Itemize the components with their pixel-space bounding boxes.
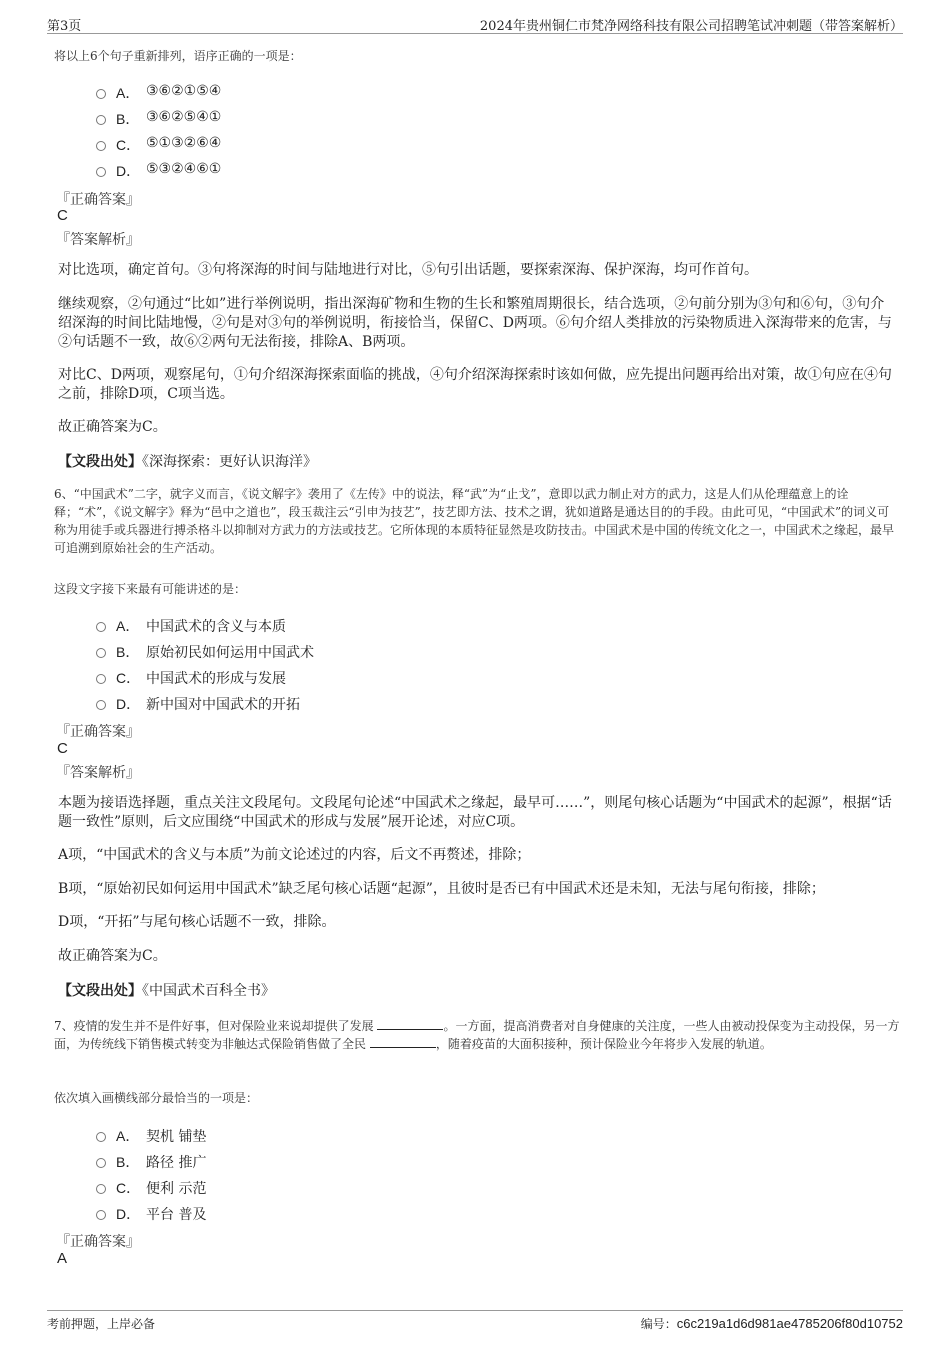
q6-analysis-p1: 本题为接语选择题，重点关注文段尾句。文段尾句论述“中国武术之缘起，最早可……”，则尾句核心话题为“中国武术的起源”，根据“话题一致性”原则，后文应围绕“中国武术的形成与发展”展开论述，对应C项。 [58,795,892,830]
source-label: 【文段出处】 [58,454,142,470]
q7-answer-label: 『正确答案』 [56,1234,140,1250]
radio-button[interactable] [96,141,106,151]
q5-analysis-label: 『答案解析』 [56,232,140,248]
fill-blank-1 [377,1017,443,1030]
source-title: 《深海探索：更好认识海洋》 [142,454,317,470]
radio-button[interactable] [96,622,106,632]
q6-answer-label: 『正确答案』 [56,724,140,740]
q7-answer: A [57,1250,68,1267]
passage-text-3: ，随着疫苗的大面积接种，预计保险业今年将步入发展的轨道。 [435,1037,772,1051]
radio-button[interactable] [96,674,106,684]
q6-analysis-p2: A项，“中国武术的含义与本质”为前文论述过的内容，后文不再赘述，排除； [58,847,531,863]
footer-slogan: 考前押题，上岸必备 [47,1317,156,1331]
q6-passage [54,485,900,557]
question-number: 7、 [54,1019,74,1033]
q7-passage [54,1017,900,1053]
page-number: 第3页 [47,19,82,34]
radio-button[interactable] [96,89,106,99]
q6-analysis-p4: D项，“开拓”与尾句核心话题不一致，排除。 [58,914,336,930]
q5-analysis-p1: 对比选项，确定首句。③句将深海的时间与陆地进行对比，⑤句引出话题，要探索深海、保护深海，均可作首句。 [58,262,758,278]
page-footer [47,1310,903,1336]
radio-button[interactable] [96,700,106,710]
code-value: c6c219a1d6d981ae4785206f80d10752 [676,1316,903,1331]
source-label: 【文段出处】 [58,983,142,999]
q6-prompt: 这段文字接下来最有可能讲述的是： [54,582,247,596]
q6-source [58,980,275,1000]
radio-button[interactable] [96,1132,106,1142]
q7-prompt: 依次填入画横线部分最恰当的一项是： [54,1091,259,1105]
q5-source [58,451,317,471]
code-label: 编号： [640,1317,677,1331]
q6-analysis-label: 『答案解析』 [56,765,140,781]
q5-analysis-p4: 故正确答案为C。 [58,419,167,435]
q5-analysis-p3: 对比C、D两项，观察尾句，①句介绍深海探索面临的挑战，④句介绍深海探索时该如何做，应先提出问题再给出对策，故①句应在④句之前，排除D项，C项当选。 [58,367,892,402]
radio-button[interactable] [96,115,106,125]
document-code [641,1315,903,1332]
page-header [47,14,903,34]
radio-button[interactable] [96,1184,106,1194]
passage-text-1: 疫情的发生并不是件好事，但对保险业来说却提供了发展 [73,1019,374,1033]
document-title: 2024年贵州铜仁市梵净网络科技有限公司招聘笔试冲刺题（带答案解析） [479,19,903,34]
radio-button[interactable] [96,1158,106,1168]
passage-text-2: 。一方面，提高消费者对自身健康的关注度，一些人由被动投保变为主动投保，另一方面，为传统线下销售模式转变为非触达式保险销售做了全民 [54,1019,900,1051]
radio-button[interactable] [96,1210,106,1220]
radio-button[interactable] [96,167,106,177]
fill-blank-2 [370,1035,436,1048]
radio-button[interactable] [96,648,106,658]
q5-prompt: 将以上6个句子重新排列，语序正确的一项是： [54,49,302,63]
q5-analysis-p2: 继续观察，②句通过“比如”进行举例说明，指出深海矿物和生物的生长和繁殖周期很长，结合选项，②句前分别为③句和⑥句，③句介绍深海的时间比陆地慢，②句是对③句的举例说明，衔接恰当，保留C、D两项。⑥句介绍人类排放的污染物质进入深海带来的危害，与②句话题不一致，故⑥②两句无法衔接，排除A、B两项。 [58,296,892,350]
q5-answer-label: 『正确答案』 [56,192,140,208]
q6-answer: C [57,740,68,757]
source-title: 《中国武术百科全书》 [142,983,275,999]
question-number: 6、 [54,487,74,501]
q6-analysis-p3: B项，“原始初民如何运用中国武术”缺乏尾句核心话题“起源”，且彼时是否已有中国武术还是未知，无法与尾句衔接，排除； [58,881,825,897]
q5-answer: C [57,207,68,224]
q6-analysis-p5: 故正确答案为C。 [58,948,167,964]
passage-text: “中国武术”二字，就字义而言，《说文解字》袭用了《左传》中的说法，释“武”为“止戈”，意即以武力制止对方的武力，这是人们从伦理蕴意上的诠释；“术”，《说文解字》释为“邑中之道也”，段玉裁注云“引申为技艺”，技艺即方法、技术之谓，犹如道路是通达目的的手段。由此可见，“中国武术”的词义可称为用徒手或兵器进行搏杀格斗以抑制对方武力的方法或技艺。它所体现的本质特征显然是攻防技击。中国武术是中国的传统文化之一，中国武术之缘起，最早可追溯到原始社会的生产活动。 [54,487,895,555]
